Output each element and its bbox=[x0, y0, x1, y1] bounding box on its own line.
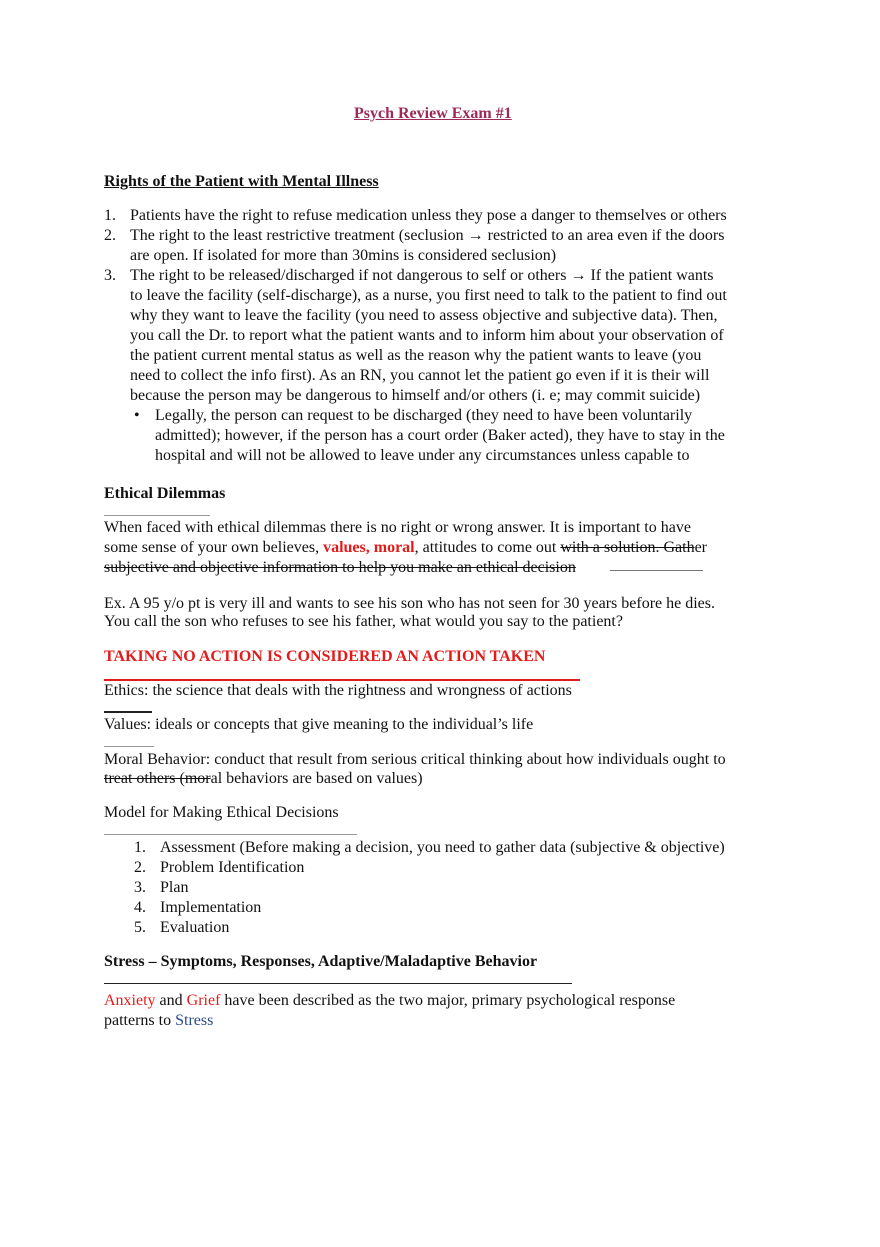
struck-text: with a solution. Gath bbox=[560, 539, 695, 556]
bullet-item: Legally, the person can request to be discharged (they need to have been voluntarily bbox=[155, 407, 693, 424]
list-item: The right to the least restrictive treatment (seclusion → restricted to an area even if the doors bbox=[130, 227, 725, 244]
stress-heading: Stress – Symptoms, Responses, Adaptive/Maladaptive Behavior bbox=[104, 953, 538, 970]
paragraph-line bbox=[104, 1011, 213, 1031]
list-item-cont: because the person may be dangerous to himself and/or others (i. e; may commit suicide) bbox=[130, 387, 701, 404]
list-number: 1. bbox=[134, 839, 146, 856]
paragraph-line: When faced with ethical dilemmas there is no right or wrong answer. It is important to have bbox=[104, 519, 691, 536]
rights-heading: Rights of the Patient with Mental Illness bbox=[104, 173, 379, 190]
struck-text: treat others (mor bbox=[104, 770, 211, 787]
list-item-cont: why they want to leave the facility (you need to assess objective and subjective data). Then, bbox=[130, 307, 718, 324]
struck-text: subjective and objective information to help you make an ethical decision bbox=[104, 559, 576, 576]
list-item: The right to be released/discharged if not dangerous to self or others → If the patient wants bbox=[130, 267, 714, 284]
text: al behaviors are based on values) bbox=[210, 770, 423, 787]
list-number: 3. bbox=[134, 879, 146, 896]
moral-definition-cont bbox=[104, 769, 423, 789]
model-step: Problem Identification bbox=[160, 859, 305, 876]
divider bbox=[104, 834, 357, 835]
moral-definition: Moral Behavior: conduct that result from serious critical thinking about how individuals ought to bbox=[104, 751, 726, 768]
example-line: You call the son who refuses to see his father, what would you say to the patient? bbox=[104, 613, 623, 630]
list-item-cont: are open. If isolated for more than 30mins is considered seclusion) bbox=[130, 247, 557, 264]
text: er bbox=[694, 539, 708, 556]
list-number: 5. bbox=[134, 919, 146, 936]
divider bbox=[104, 746, 154, 747]
bullet-item-cont: admitted); however, if the person has a court order (Baker acted), they have to stay in the bbox=[155, 427, 725, 444]
model-step: Plan bbox=[160, 879, 189, 896]
list-number: 3. bbox=[104, 267, 116, 284]
text: some sense of your own believes, bbox=[104, 539, 324, 556]
list-item-cont: you call the Dr. to report what the patient wants and to inform him about your observation of bbox=[130, 327, 724, 344]
model-step: Implementation bbox=[160, 899, 262, 916]
list-item-cont: the patient current mental status as well as the reason why the patient wants to leave (you bbox=[130, 347, 702, 364]
text: and bbox=[155, 992, 187, 1009]
text: have been described as the two major, primary psychological response bbox=[220, 992, 676, 1009]
divider bbox=[104, 983, 572, 984]
text: patterns to bbox=[104, 1012, 176, 1029]
list-item-cont: to leave the facility (self-discharge), as a nurse, you first need to talk to the patient to find out bbox=[130, 287, 727, 304]
model-heading: Model for Making Ethical Decisions bbox=[104, 804, 339, 821]
strike-rule bbox=[610, 570, 703, 571]
list-number: 4. bbox=[134, 899, 146, 916]
anxiety-term: Anxiety bbox=[104, 992, 156, 1009]
paragraph-line bbox=[104, 991, 675, 1011]
stress-term: Stress bbox=[175, 1012, 214, 1029]
highlight-text: values, moral bbox=[323, 539, 415, 556]
example-line: Ex. A 95 y/o pt is very ill and wants to see his son who has not seen for 30 years before he dies. bbox=[104, 595, 715, 612]
divider bbox=[104, 711, 152, 713]
list-item-cont: need to collect the info first). As an RN, you cannot let the patient go even if it is their will bbox=[130, 367, 710, 384]
list-number: 1. bbox=[104, 207, 116, 224]
bullet-item-cont: hospital and will not be allowed to leave under any circumstances unless capable to bbox=[155, 447, 690, 464]
grief-term: Grief bbox=[186, 992, 221, 1009]
document-title: Psych Review Exam #1 bbox=[354, 105, 512, 122]
divider bbox=[104, 515, 210, 516]
list-number: 2. bbox=[104, 227, 116, 244]
model-step: Assessment (Before making a decision, you need to gather data (subjective & objective) bbox=[160, 839, 725, 856]
bullet-icon: • bbox=[134, 407, 140, 424]
paragraph-line bbox=[104, 538, 707, 558]
list-item: Patients have the right to refuse medication unless they pose a danger to themselves or others bbox=[130, 207, 727, 224]
callout-text: TAKING NO ACTION IS CONSIDERED AN ACTION TAKEN bbox=[104, 648, 546, 665]
ethical-heading: Ethical Dilemmas bbox=[104, 485, 226, 502]
list-number: 2. bbox=[134, 859, 146, 876]
text: , attitudes to come out bbox=[414, 539, 561, 556]
model-step: Evaluation bbox=[160, 919, 230, 936]
values-definition: Values: ideals or concepts that give meaning to the individual’s life bbox=[104, 716, 534, 733]
ethics-definition: Ethics: the science that deals with the rightness and wrongness of actions bbox=[104, 682, 572, 699]
